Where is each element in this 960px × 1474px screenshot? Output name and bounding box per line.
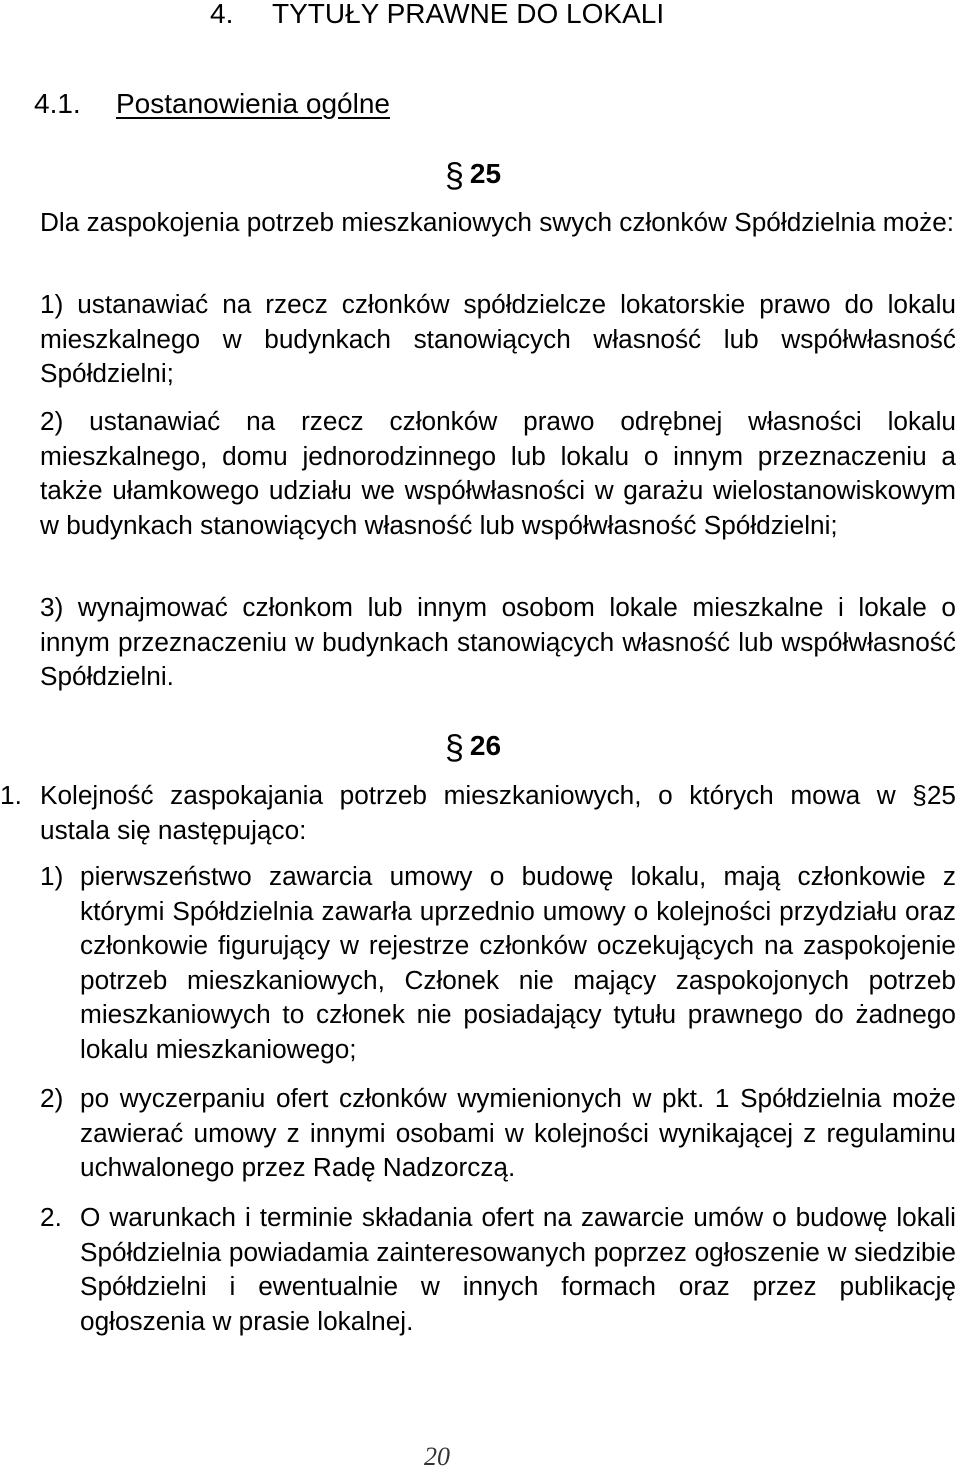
page-number: 20 (424, 1442, 450, 1471)
list-item: 3) wynajmować członkom lub innym osobom lokale mieszkalne i lokale o innym przeznaczeniu w budynkach stanowiących własność lub współwłasność Spółdzielni. (40, 592, 956, 692)
chapter-number: 4. (210, 0, 234, 29)
chapter-title: TYTUŁY PRAWNE DO LOKALI (272, 0, 665, 29)
subitem-text: pierwszeństwo zawarcia umowy o budowę lokalu, mają członkowie z którymi Spółdzielnia zawarła uprzednio umowy o kolejności przydziału oraz członkowie figurujący w rejestrze członków oczekujących na zaspokojenie potrzeb mieszkaniowych, Członek nie mający zaspokojonych potrzeb mieszkaniowych to członek nie posiadający tytułu prawnego do żadnego lokalu mieszkaniowego; (80, 861, 956, 1064)
chapter-heading (210, 0, 664, 34)
item-text: O warunkach i terminie składania ofert na zawarcie umów o budowę lokali Spółdzielnia powiadamia zainteresowanych poprzez ogłoszenie w siedzibie Spółdzielni i ewentualnie w innych formach oraz przez publikację ogłoszenia w prasie lokalnej. (80, 1202, 956, 1336)
paragraph-26-item-2 (40, 1200, 956, 1338)
paragraph-25-point-1 (40, 287, 956, 391)
subitem-label: 2) (40, 1083, 64, 1113)
paragraph-26-subitem-2 (40, 1081, 956, 1185)
paragraph-25-point-3 (40, 590, 956, 694)
paragraph-26-item-1 (40, 778, 956, 847)
subitem-label: 1) (40, 861, 64, 891)
subitem-text: po wyczerpaniu ofert członków wymienionych w pkt. 1 Spółdzielnia może zawierać umowy z innymi osobami w kolejności wynikającej z regulaminu uchwalonego przez Radę Nadzorczą. (80, 1083, 956, 1183)
paragraph-text: Dla zaspokojenia potrzeb mieszkaniowych swych członków Spółdzielnia może: (40, 207, 955, 237)
section-symbol: § (445, 729, 464, 767)
item-text: Kolejność zaspokajania potrzeb mieszkaniowych, o których mowa w §25 ustala się następująco: (40, 780, 956, 845)
list-item: 1) ustanawiać na rzecz członków spółdzielcze lokatorskie prawo do lokalu mieszkalnego w budynkach stanowiących własność lub współwłasność Spółdzielni; (40, 289, 956, 389)
paragraph-25-heading (445, 152, 501, 194)
paragraph-26-heading (445, 724, 501, 766)
item-2-label: 2. (40, 1202, 62, 1232)
paragraph-25-point-2 (40, 404, 956, 542)
section-number: 4.1. (34, 88, 81, 119)
paragraph-26-subitem-1 (40, 859, 956, 1067)
paragraph-25-intro (40, 205, 956, 240)
section-heading (34, 84, 390, 124)
paragraph-number: 26 (469, 730, 502, 761)
paragraph-number: 25 (469, 158, 502, 189)
item-1-label: 1. (0, 780, 22, 810)
list-item (40, 778, 956, 847)
list-item: 2) ustanawiać na rzecz członków prawo odrębnej własności lokalu mieszkalnego, domu jednorodzinnego lub lokalu o innym przeznaczeniu a także ułamkowego udziału we współwłasności w garażu wielostanowiskowym w budynkach stanowiących własność lub współwłasność Spółdzielni; (40, 406, 956, 540)
section-title: Postanowienia ogólne (116, 88, 390, 119)
section-symbol: § (445, 157, 464, 195)
